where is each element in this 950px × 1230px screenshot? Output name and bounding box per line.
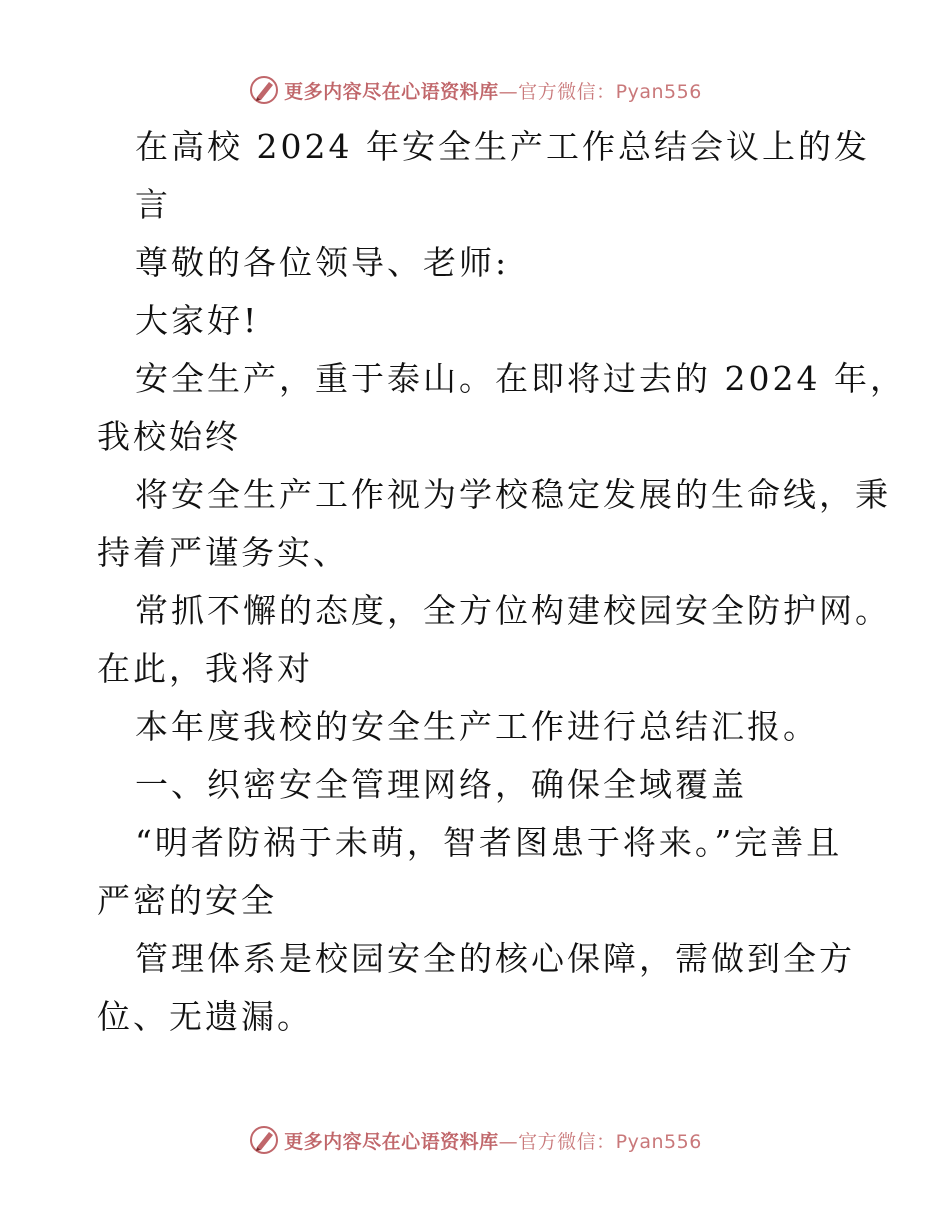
paragraph-line: 安全生产，重于泰山。在即将过去的 2024 年， bbox=[135, 359, 906, 398]
paragraph-line: 本年度我校的安全生产工作进行总结汇报。 bbox=[135, 707, 819, 746]
title-line-1: 在高校 2024 年安全生产工作总结会议上的发 bbox=[135, 127, 870, 166]
watermark-text: 更多内容尽在心语资料库—官方微信：Pyan556 bbox=[284, 1130, 702, 1153]
paragraph-line: 我校始终 bbox=[97, 417, 241, 456]
pen-logo-icon bbox=[248, 1124, 280, 1156]
watermark-text: 更多内容尽在心语资料库—官方微信：Pyan556 bbox=[284, 80, 702, 103]
section-heading: 一、织密安全管理网络，确保全域覆盖 bbox=[135, 765, 747, 804]
greeting: 大家好! bbox=[135, 301, 260, 340]
paragraph-line: 位、无遗漏。 bbox=[97, 997, 313, 1036]
paragraph-line: 持着严谨务实、 bbox=[97, 533, 349, 572]
paragraph-line: 管理体系是校园安全的核心保障，需做到全方 bbox=[135, 939, 855, 978]
paragraph-line: 严密的安全 bbox=[97, 881, 277, 920]
footer-watermark bbox=[0, 1120, 950, 1160]
header-watermark bbox=[0, 70, 950, 110]
paragraph-line: “明者防祸于未萌，智者图患于将来。”完善且 bbox=[135, 823, 843, 862]
paragraph-line: 在此，我将对 bbox=[97, 649, 313, 688]
document-body bbox=[97, 118, 906, 1046]
title-line-2: 言 bbox=[135, 185, 171, 224]
paragraph-line: 将安全生产工作视为学校稳定发展的生命线，秉 bbox=[135, 475, 891, 514]
salutation: 尊敬的各位领导、老师: bbox=[135, 243, 510, 282]
pen-logo-icon bbox=[248, 74, 280, 106]
paragraph-line: 常抓不懈的态度，全方位构建校园安全防护网。 bbox=[135, 591, 891, 630]
